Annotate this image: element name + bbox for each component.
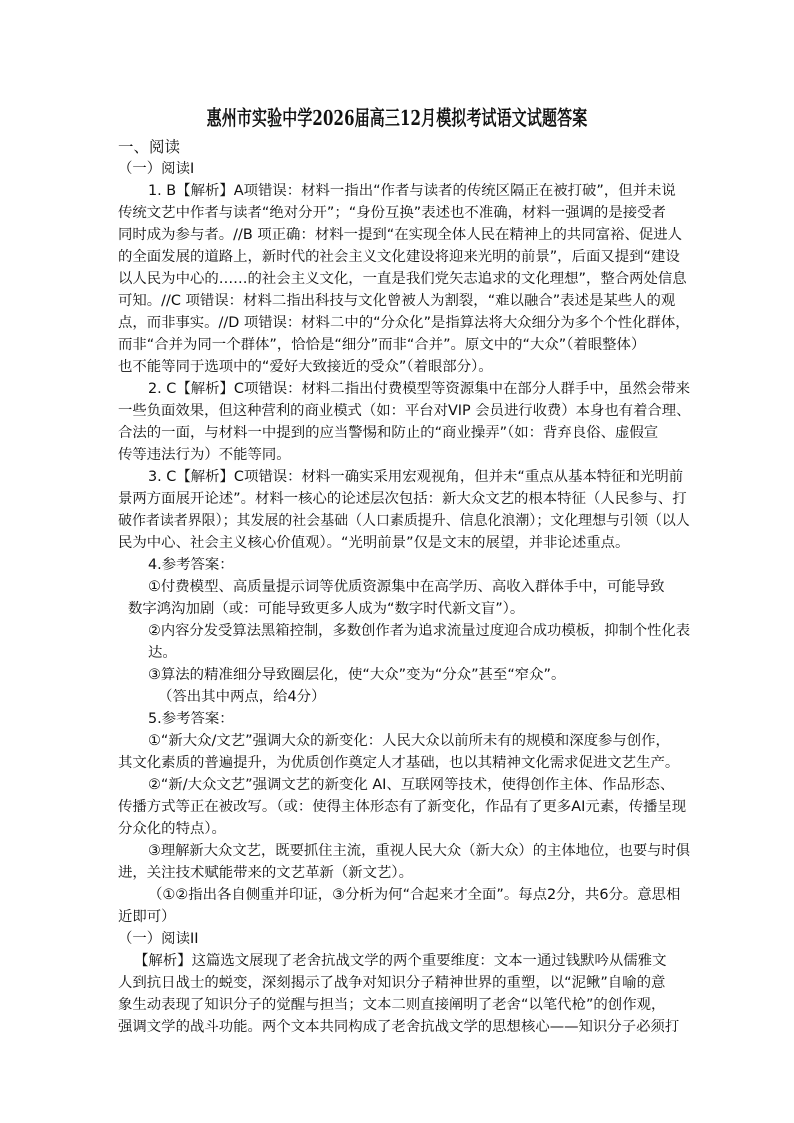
paragraph-line: 强调文学的战斗功能。两个文本共同构成了老舍抗战文学的思想核心——知识分子必须打 [118,1019,680,1035]
paragraph-line: 2. C【解析】C项错误：材料二指出付费模型等资源集中在部分人群手中，虽然会带来 [148,381,691,397]
paragraph-line: 民为中心、社会主义核心价值观）。“光明前景”仅是文末的展望，并非论述重点。 [118,535,630,551]
answer-heading: 5.参考答案： [148,711,234,727]
scoring-note: （答出其中两点，给4分） [158,689,326,705]
paragraph-line: 破作者读者界限）；其发展的社会基础（人口素质提升、信息化浪潮）；文化理想与引领（以人 [118,513,690,529]
paragraph-line: 【解析】这篇选文展现了老舍抗战文学的两个重要维度：文本一通过钱默吟从儒雅文 [134,953,667,969]
paragraph-line: 象生动表现了知识分子的觉醒与担当；文本二则直接阐明了老舍“以笔代枪”的创作观， [118,997,666,1013]
section-heading: 一、阅读 [118,138,181,156]
paragraph-line: ③理解新大众文艺，既要抓住主流，重视人民大众（新大众）的主体地位，也要与时俱 [148,843,691,859]
paragraph-line: 分众化的特点）。 [118,821,226,837]
paragraph-line: 同时成为参与者。//B 项正确：材料一提到“在实现全体人民在精神上的共同富裕、促进人 [118,227,683,243]
paragraph-line: 传播方式等正在被改写。（或：使得主体形态有了新变化，作品有了更多AI元素，传播呈现 [118,799,687,815]
subsection-heading: （一）阅读I [118,161,195,177]
paragraph-line: ③算法的精准细分导致圈层化，使“大众”变为“分众”甚至“窄众”。 [148,667,566,683]
paragraph-line: 点，而非事实。//D 项错误：材料二中的“分众化”是指算法将大众细分为多个个性化群体， [118,315,690,331]
paragraph-line: 达。 [148,645,177,661]
paragraph-line: 合法的一面，与材料一中提到的应当警惕和防止的“商业操弄”（如：背弃良俗、虚假宣 [118,425,659,441]
paragraph-line: ①“新大众/文艺”强调大众的新变化：人民大众以前所未有的规模和深度参与创作， [148,733,670,749]
paragraph-line: 传等违法行为）不能等同。 [118,447,291,463]
paragraph-line: 传统文艺中作者与读者“绝对分开”；“身份互换”表述也不准确，材料一强调的是接受者 [118,205,666,221]
paragraph-line: 人到抗日战士的蜕变，深刻揭示了战争对知识分子精神世界的重塑，以“泥鳅”自喻的意 [118,975,666,991]
paragraph-line: 以人民为中心的……的社会主义文化，一直是我们党矢志追求的文化理想”，整合两处信息 [118,271,687,287]
paragraph-line: 一些负面效果，但这种营利的商业模式（如：平台对VIP 会员进行收费）本身也有着合理、 [118,403,691,419]
scoring-note: （①②指出各自侧重并印证，③分析为何“合起来才全面”。每点2分，共6分。意思相 [148,887,681,903]
paragraph-line: 其文化素质的普遍提升，为优质创作奠定人才基础，也以其精神文化需求促进文艺生产。 [118,755,680,771]
paragraph-line: 景两方面展开论述”。材料一核心的论述层次包括：新大众文艺的根本特征（人民参与、打 [118,491,687,507]
paragraph-line: 也不能等同于选项中的“爱好大致接近的受众”（着眼部分）。 [118,359,493,375]
paragraph-line: 进，关注技术赋能带来的文艺革新（新文艺）。 [118,865,414,881]
paragraph-line: 1. B【解析】A项错误：材料一指出“作者与读者的传统区隔正在被打破”，但并未说 [148,183,676,199]
scoring-note: 近即可） [118,909,176,925]
document-title: 惠州市实验中学2026届高三12月模拟考试语文试题答案 [206,106,588,130]
paragraph-line: ②内容分发受算法黑箱控制，多数创作者为追求流量过度迎合成功模板，抑制个性化表 [148,623,691,639]
paragraph-line: 的全面发展的道路上，新时代的社会主义文化建设将迎来光明的前景”，后面又提到“建设 [118,249,680,265]
subsection-heading: （一）阅读II [118,931,199,947]
paragraph-line: 而非“合并为同一个群体”，恰恰是“细分”而非“合并”。原文中的“大众”（着眼整体） [118,337,646,353]
paragraph-line: 可知。//C 项错误：材料二指出科技与文化曾被人为割裂，“难以融合”表述是某些人的观 [118,293,676,309]
paragraph-line: ①付费模型、高质量提示词等优质资源集中在高学历、高收入群体手中，可能导致 [148,579,665,595]
paragraph-line: 3. C【解析】C项错误：材料一确实采用宏观视角，但并未“重点从基本特征和光明前 [148,469,684,485]
paragraph-line: 数字鸿沟加剧（或：可能导致更多人成为“数字时代新文盲”）。 [128,601,525,617]
paragraph-line: ②“新/大众文艺”强调文艺的新变化 AI、互联网等技术，使得创作主体、作品形态、 [148,777,675,793]
answer-heading: 4.参考答案： [148,557,234,573]
